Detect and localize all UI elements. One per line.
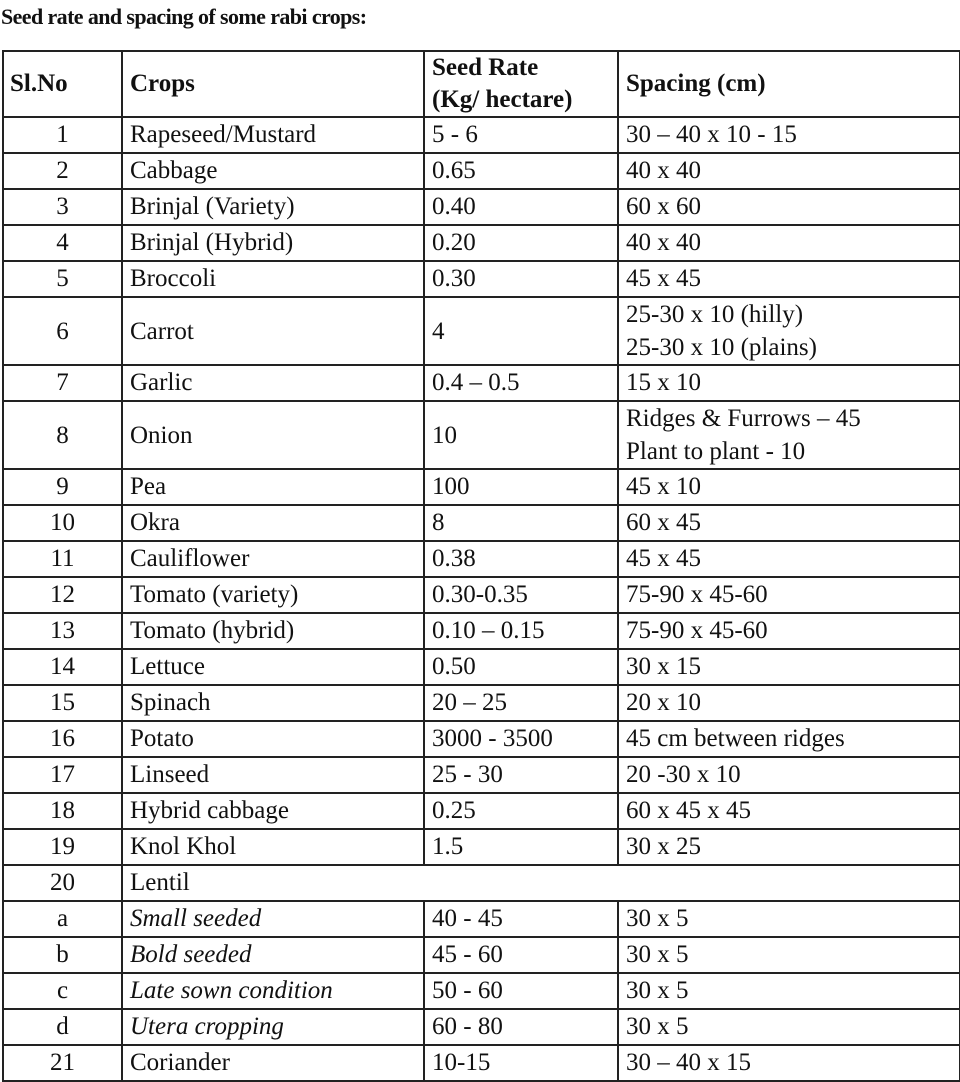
cell-spacing: 20 x 10 — [618, 685, 960, 721]
cell-sl-no: a — [3, 901, 122, 937]
cell-sl-no: b — [3, 937, 122, 973]
table-row — [3, 261, 960, 297]
cell-sl-no: 19 — [3, 829, 122, 865]
cell-crop: Garlic — [122, 365, 424, 401]
cell-spacing: 75-90 x 45-60 — [618, 613, 960, 649]
header-sl-no: Sl.No — [3, 51, 122, 117]
cell-seed-rate: 4 — [424, 297, 618, 365]
header-crops: Crops — [122, 51, 424, 117]
cell-crop: Potato — [122, 721, 424, 757]
cell-spacing: 45 x 10 — [618, 469, 960, 505]
table-row — [3, 829, 960, 865]
cell-spacing — [618, 297, 960, 365]
cell-sl-no: 20 — [3, 865, 122, 901]
cell-sl-no: 13 — [3, 613, 122, 649]
cell-sl-no: 11 — [3, 541, 122, 577]
cell-seed-rate: 5 - 6 — [424, 117, 618, 153]
cell-sl-no: 3 — [3, 189, 122, 225]
header-seed-rate — [424, 51, 618, 117]
table-row — [3, 937, 960, 973]
cell-sl-no: 4 — [3, 225, 122, 261]
cell-spacing: 40 x 40 — [618, 225, 960, 261]
table-row — [3, 117, 960, 153]
cell-crop: Hybrid cabbage — [122, 793, 424, 829]
cell-seed-rate: 10 — [424, 401, 618, 469]
cell-spacing: 60 x 60 — [618, 189, 960, 225]
table-row — [3, 153, 960, 189]
cell-crop: Brinjal (Variety) — [122, 189, 424, 225]
cell-spacing: 45 cm between ridges — [618, 721, 960, 757]
cell-crop: Onion — [122, 401, 424, 469]
cell-spacing: 30 x 5 — [618, 901, 960, 937]
seed-rate-table — [2, 50, 960, 1082]
cell-crop: Spinach — [122, 685, 424, 721]
cell-seed-rate: 0.50 — [424, 649, 618, 685]
cell-crop: Lettuce — [122, 649, 424, 685]
cell-spacing: 30 – 40 x 15 — [618, 1045, 960, 1081]
cell-sl-no: 21 — [3, 1045, 122, 1081]
table-row — [3, 1009, 960, 1045]
header-spacing: Spacing (cm) — [618, 51, 960, 117]
cell-spacing: 75-90 x 45-60 — [618, 577, 960, 613]
cell-sl-no: 10 — [3, 505, 122, 541]
table-header-row — [3, 51, 960, 117]
cell-spacing: 60 x 45 — [618, 505, 960, 541]
cell-seed-rate: 0.25 — [424, 793, 618, 829]
cell-sl-no: 6 — [3, 297, 122, 365]
cell-crop: Tomato (hybrid) — [122, 613, 424, 649]
cell-seed-rate: 0.30-0.35 — [424, 577, 618, 613]
table-row — [3, 577, 960, 613]
cell-seed-rate: 60 - 80 — [424, 1009, 618, 1045]
table-row — [3, 401, 960, 469]
cell-crop: Coriander — [122, 1045, 424, 1081]
cell-spacing: 30 x 15 — [618, 649, 960, 685]
cell-spacing: 30 – 40 x 10 - 15 — [618, 117, 960, 153]
cell-crop: Cabbage — [122, 153, 424, 189]
cell-crop: Okra — [122, 505, 424, 541]
cell-spacing: 40 x 40 — [618, 153, 960, 189]
cell-seed-rate: 0.20 — [424, 225, 618, 261]
cell-sl-no: 17 — [3, 757, 122, 793]
cell-crop: Pea — [122, 469, 424, 505]
cell-seed-rate: 1.5 — [424, 829, 618, 865]
header-seed-rate-line2: (Kg/ hectare) — [432, 86, 573, 113]
cell-seed-rate: 0.10 – 0.15 — [424, 613, 618, 649]
cell-sl-no: 8 — [3, 401, 122, 469]
cell-spacing — [618, 401, 960, 469]
cell-seed-rate: 0.4 – 0.5 — [424, 365, 618, 401]
cell-sl-no: 9 — [3, 469, 122, 505]
cell-spacing: 30 x 25 — [618, 829, 960, 865]
table-row — [3, 901, 960, 937]
cell-seed-rate: 8 — [424, 505, 618, 541]
table-row — [3, 469, 960, 505]
table-row — [3, 541, 960, 577]
cell-seed-rate: 0.40 — [424, 189, 618, 225]
cell-spacing-line2: Plant to plant - 10 — [626, 438, 806, 465]
cell-seed-rate: 100 — [424, 469, 618, 505]
document-title: Seed rate and spacing of some rabi crops: — [1, 4, 367, 29]
cell-crop: Broccoli — [122, 261, 424, 297]
cell-spacing: 45 x 45 — [618, 261, 960, 297]
table-row — [3, 793, 960, 829]
cell-crop: Small seeded — [122, 901, 424, 937]
table-row — [3, 865, 960, 901]
cell-crop: Lentil — [122, 865, 960, 901]
cell-crop: Carrot — [122, 297, 424, 365]
cell-sl-no: 7 — [3, 365, 122, 401]
cell-spacing: 30 x 5 — [618, 973, 960, 1009]
cell-seed-rate: 0.30 — [424, 261, 618, 297]
cell-sl-no: 16 — [3, 721, 122, 757]
table-row — [3, 649, 960, 685]
cell-sl-no: 14 — [3, 649, 122, 685]
cell-crop: Linseed — [122, 757, 424, 793]
cell-seed-rate: 0.65 — [424, 153, 618, 189]
header-seed-rate-line1: Seed Rate — [432, 54, 539, 81]
table-row — [3, 685, 960, 721]
cell-seed-rate: 10-15 — [424, 1045, 618, 1081]
table-row — [3, 505, 960, 541]
cell-spacing-line1: Ridges & Furrows – 45 — [626, 405, 861, 432]
cell-spacing-line2: 25-30 x 10 (plains) — [626, 334, 817, 361]
cell-crop: Knol Khol — [122, 829, 424, 865]
cell-seed-rate: 3000 - 3500 — [424, 721, 618, 757]
cell-seed-rate: 25 - 30 — [424, 757, 618, 793]
table-row — [3, 757, 960, 793]
cell-spacing: 45 x 45 — [618, 541, 960, 577]
cell-sl-no: 5 — [3, 261, 122, 297]
cell-crop: Rapeseed/Mustard — [122, 117, 424, 153]
cell-spacing: 30 x 5 — [618, 937, 960, 973]
table-row — [3, 721, 960, 757]
cell-crop: Brinjal (Hybrid) — [122, 225, 424, 261]
cell-seed-rate: 45 - 60 — [424, 937, 618, 973]
table-row — [3, 297, 960, 365]
cell-seed-rate: 50 - 60 — [424, 973, 618, 1009]
cell-spacing: 30 x 5 — [618, 1009, 960, 1045]
table-body — [3, 117, 960, 1081]
cell-sl-no: 2 — [3, 153, 122, 189]
table-row — [3, 613, 960, 649]
cell-spacing: 15 x 10 — [618, 365, 960, 401]
cell-seed-rate: 0.38 — [424, 541, 618, 577]
table-row — [3, 189, 960, 225]
cell-crop: Bold seeded — [122, 937, 424, 973]
cell-sl-no: 15 — [3, 685, 122, 721]
cell-spacing: 20 -30 x 10 — [618, 757, 960, 793]
table-row — [3, 973, 960, 1009]
table-row — [3, 365, 960, 401]
cell-spacing: 60 x 45 x 45 — [618, 793, 960, 829]
cell-seed-rate: 20 – 25 — [424, 685, 618, 721]
cell-sl-no: 1 — [3, 117, 122, 153]
cell-spacing-line1: 25-30 x 10 (hilly) — [626, 301, 804, 328]
table-row — [3, 225, 960, 261]
cell-sl-no: d — [3, 1009, 122, 1045]
cell-crop: Utera cropping — [122, 1009, 424, 1045]
cell-sl-no: c — [3, 973, 122, 1009]
cell-crop: Tomato (variety) — [122, 577, 424, 613]
cell-crop: Cauliflower — [122, 541, 424, 577]
cell-seed-rate: 40 - 45 — [424, 901, 618, 937]
cell-sl-no: 18 — [3, 793, 122, 829]
cell-crop: Late sown condition — [122, 973, 424, 1009]
cell-sl-no: 12 — [3, 577, 122, 613]
